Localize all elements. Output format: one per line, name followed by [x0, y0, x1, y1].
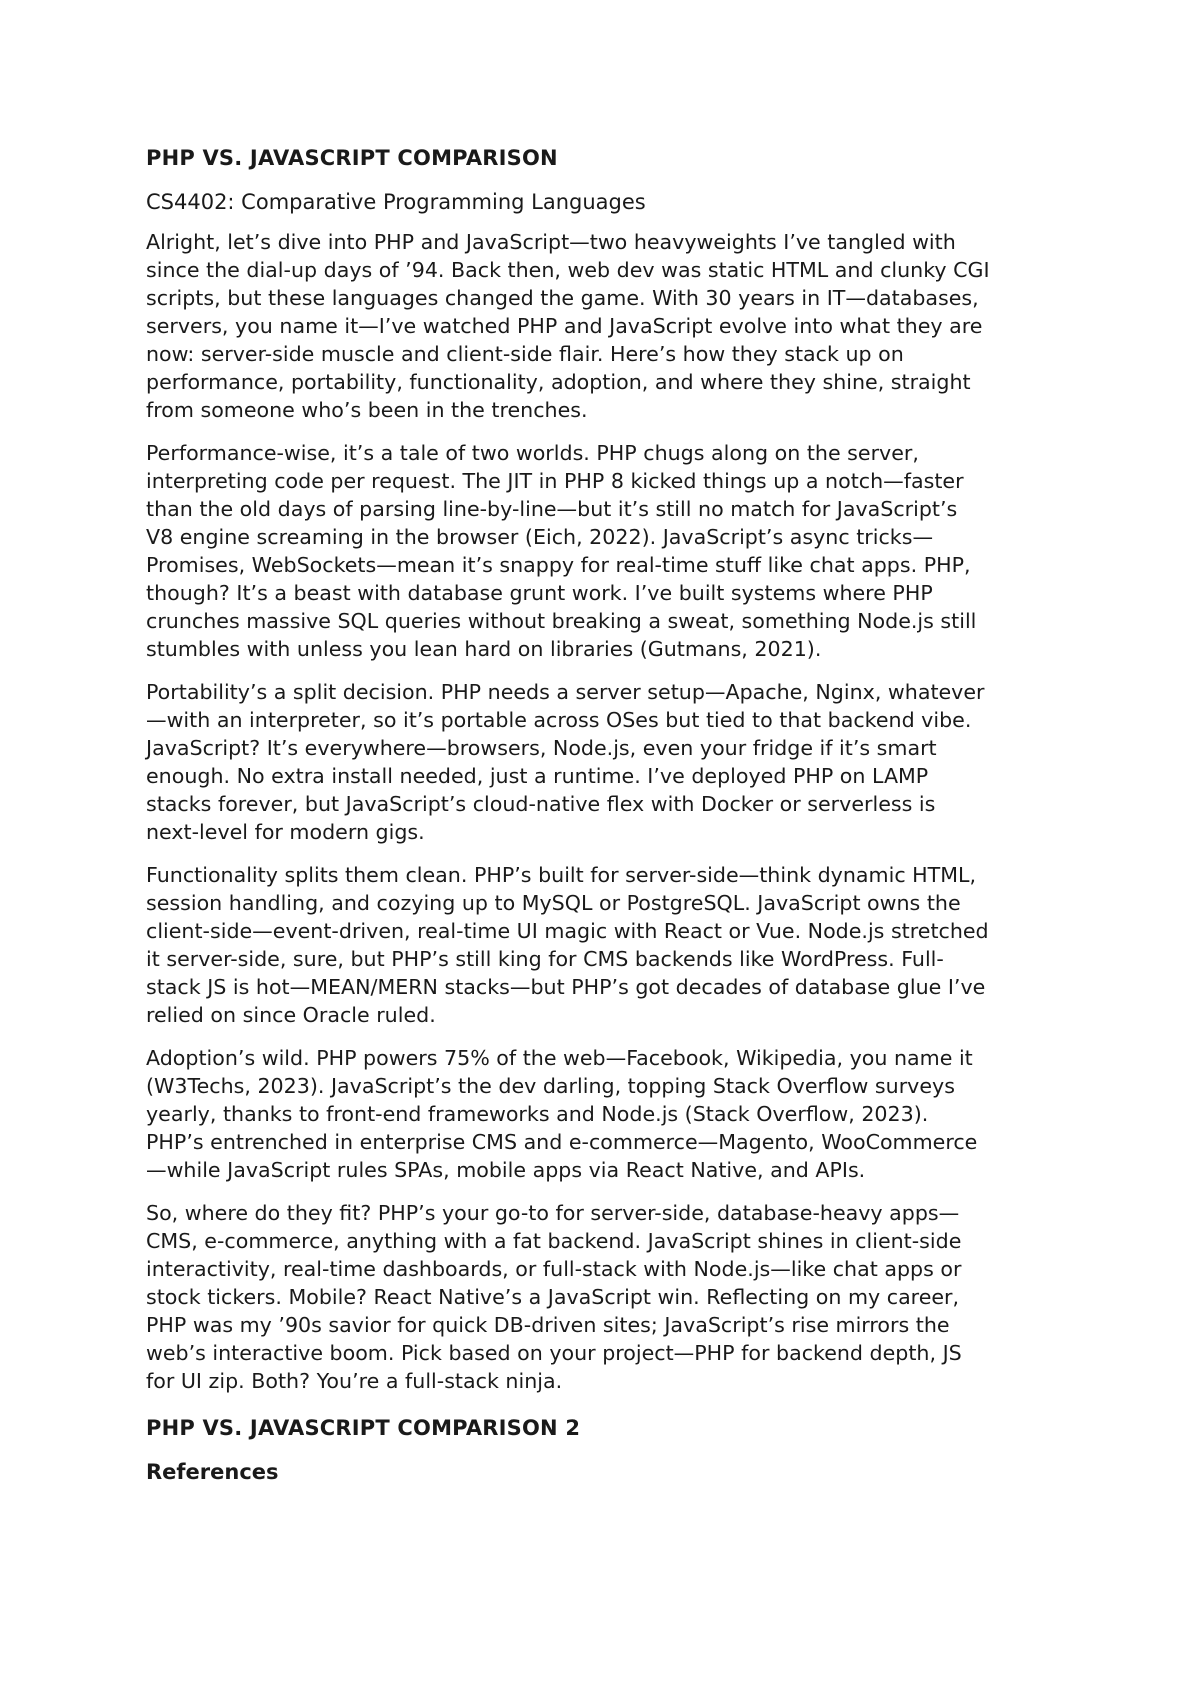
paragraph-line: from someone who’s been in the trenches. — [146, 398, 588, 422]
paragraph-line: stock tickers. Mobile? React Native’s a JavaScript win. Reflecting on my career, — [146, 1285, 960, 1309]
body-paragraph — [146, 861, 1086, 1029]
paragraph-line: client-side—event-driven, real-time UI magic with React or Vue. Node.js stretched — [146, 919, 989, 943]
body-paragraph — [146, 1199, 1086, 1395]
paragraph-line: now: server-side muscle and client-side flair. Here’s how they stack up on — [146, 342, 904, 366]
course-line: CS4402: Comparative Programming Languages — [146, 190, 646, 214]
paragraph-line: —with an interpreter, so it’s portable across OSes but tied to that backend vibe. — [146, 708, 972, 732]
document-title: PHP VS. JAVASCRIPT COMPARISON — [146, 146, 558, 170]
paragraph-line: it server-side, sure, but PHP’s still king for CMS backends like WordPress. Full- — [146, 947, 944, 971]
paragraph-line: than the old days of parsing line-by-line—but it’s still no match for JavaScript’s — [146, 497, 958, 521]
paragraph-line: stacks forever, but JavaScript’s cloud-native flex with Docker or serverless is — [146, 792, 936, 816]
paragraph-line: Portability’s a split decision. PHP needs a server setup—Apache, Nginx, whatever — [146, 680, 985, 704]
paragraph-line: PHP was my ’90s savior for quick DB-driven sites; JavaScript’s rise mirrors the — [146, 1313, 950, 1337]
paragraph-line: stack JS is hot—MEAN/MERN stacks—but PHP’s got decades of database glue I’ve — [146, 975, 986, 999]
document-page — [146, 140, 1086, 1490]
paragraph-line: —while JavaScript rules SPAs, mobile apps via React Native, and APIs. — [146, 1158, 866, 1182]
paragraph-line: enough. No extra install needed, just a runtime. I’ve deployed PHP on LAMP — [146, 764, 929, 788]
paragraph-line: web’s interactive boom. Pick based on your project—PHP for backend depth, JS — [146, 1341, 962, 1365]
paragraph-line: performance, portability, functionality, adoption, and where they shine, straight — [146, 370, 971, 394]
paragraph-line: next-level for modern gigs. — [146, 820, 425, 844]
paragraph-line: So, where do they fit? PHP’s your go-to for server-side, database-heavy apps— — [146, 1201, 960, 1225]
paragraph-line: though? It’s a beast with database grunt work. I’ve built systems where PHP — [146, 581, 933, 605]
body-paragraph — [146, 1044, 1086, 1184]
body-paragraph — [146, 439, 1086, 663]
paragraph-line: session handling, and cozying up to MySQL or PostgreSQL. JavaScript owns the — [146, 891, 961, 915]
paragraph-line: relied on since Oracle ruled. — [146, 1003, 436, 1027]
running-head-page-2: PHP VS. JAVASCRIPT COMPARISON 2 — [146, 1416, 581, 1440]
paragraph-line: Functionality splits them clean. PHP’s built for server-side—think dynamic HTML, — [146, 863, 977, 887]
body-paragraph — [146, 228, 1086, 424]
body-paragraph — [146, 678, 1086, 846]
paragraph-line: crunches massive SQL queries without breaking a sweat, something Node.js still — [146, 609, 977, 633]
paragraph-line: stumbles with unless you lean hard on libraries (Gutmans, 2021). — [146, 637, 822, 661]
paragraph-line: Adoption’s wild. PHP powers 75% of the web—Facebook, Wikipedia, you name it — [146, 1046, 973, 1070]
paragraph-line: yearly, thanks to front-end frameworks and Node.js (Stack Overflow, 2023). — [146, 1102, 929, 1126]
paragraph-line: Promises, WebSockets—mean it’s snappy for real-time stuff like chat apps. PHP, — [146, 553, 971, 577]
paragraph-line: for UI zip. Both? You’re a full-stack ninja. — [146, 1369, 563, 1393]
paragraph-line: Alright, let’s dive into PHP and JavaScript—two heavyweights I’ve tangled with — [146, 230, 956, 254]
paragraph-line: (W3Techs, 2023). JavaScript’s the dev darling, topping Stack Overflow surveys — [146, 1074, 955, 1098]
paragraph-line: V8 engine screaming in the browser (Eich, 2022). JavaScript’s async tricks— — [146, 525, 934, 549]
body-paragraphs — [146, 228, 1086, 1395]
paragraph-line: scripts, but these languages changed the game. With 30 years in IT—databases, — [146, 286, 979, 310]
paragraph-line: since the dial-up days of ’94. Back then, web dev was static HTML and clunky CGI — [146, 258, 990, 282]
paragraph-line: servers, you name it—I’ve watched PHP and JavaScript evolve into what they are — [146, 314, 983, 338]
paragraph-line: interpreting code per request. The JIT in PHP 8 kicked things up a notch—faster — [146, 469, 964, 493]
paragraph-line: Performance-wise, it’s a tale of two worlds. PHP chugs along on the server, — [146, 441, 919, 465]
paragraph-line: CMS, e-commerce, anything with a fat backend. JavaScript shines in client-side — [146, 1229, 962, 1253]
references-heading: References — [146, 1460, 279, 1484]
paragraph-line: interactivity, real-time dashboards, or full-stack with Node.js—like chat apps or — [146, 1257, 962, 1281]
paragraph-line: JavaScript? It’s everywhere—browsers, Node.js, even your fridge if it’s smart — [146, 736, 937, 760]
paragraph-line: PHP’s entrenched in enterprise CMS and e-commerce—Magento, WooCommerce — [146, 1130, 978, 1154]
